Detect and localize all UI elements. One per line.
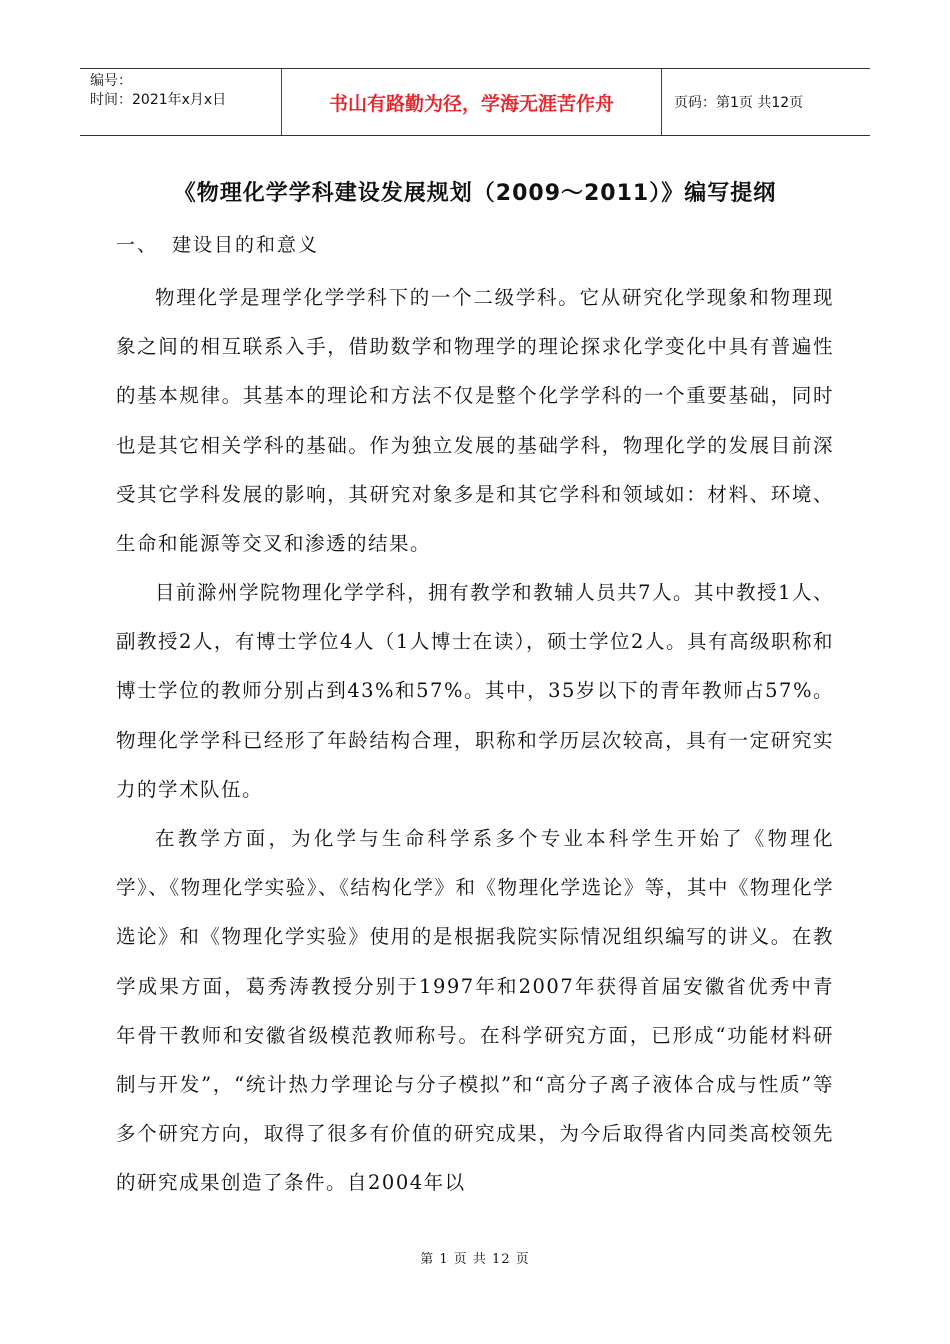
document-header [80, 68, 870, 136]
body-paragraph: 在教学方面，为化学与生命科学系多个专业本科学生开始了《物理化学》、《物理化学实验》、《结构化学》和《物理化学选论》等，其中《物理化学选论》和《物理化学实验》使用的是根据我院实际情况组织编写的讲义。在教学成果方面，葛秀涛教授分别于1997年和2007年获得首届安徽省优秀中青年骨干教师和安徽省级模范教师称号。在科学研究方面，已形成“功能材料研制与开发”，“统计热力学理论与分子模拟”和“高分子离子液体合成与性质”等多个研究方向，取得了很多有价值的研究成果，为今后取得省内同类高校领先的研究成果创造了条件。自2004年以 [116, 827, 834, 1195]
document-date: 时间：2021年x月x日 [90, 92, 227, 108]
document-title: 《物理化学学科建设发展规划（2009～2011）》编写提纲 [173, 181, 777, 206]
document-number-label: 编号： [90, 73, 132, 89]
page-footer: 第 1 页 共 12 页 [420, 1252, 530, 1267]
section-heading [116, 230, 319, 257]
body-paragraph: 物理化学是理学化学学科下的一个二级学科。它从研究化学现象和物理现象之间的相互联系入手，借助数学和物理学的理论探求化学变化中具有普遍性的基本规律。其基本的理论和方法不仅是整个化学学科的一个重要基础，同时也是其它相关学科的基础。作为独立发展的基础学科，物理化学的发展目前深受其它学科发展的影响，其研究对象多是和其它学科和领域如：材料、环境、生命和能源等交叉和渗透的结果。 [116, 286, 834, 556]
header-page-info: 页码：第1页 共12页 [674, 95, 804, 111]
body-paragraph: 目前滁州学院物理化学学科，拥有教学和教辅人员共7人。其中教授1人、副教授2人，有博士学位4人（1人博士在读），硕士学位2人。具有高级职称和博士学位的教师分别占到43%和57%。其中，35岁以下的青年教师占57%。物理化学学科已经形了年龄结构合理，职称和学历层次较高，具有一定研究实力的学术队伍。 [116, 581, 834, 801]
section-number: 一、 [116, 234, 159, 256]
header-motto: 书山有路勤为径，学海无涯苦作舟 [282, 69, 662, 135]
header-meta [80, 69, 282, 135]
section-title: 建设目的和意义 [172, 234, 320, 256]
